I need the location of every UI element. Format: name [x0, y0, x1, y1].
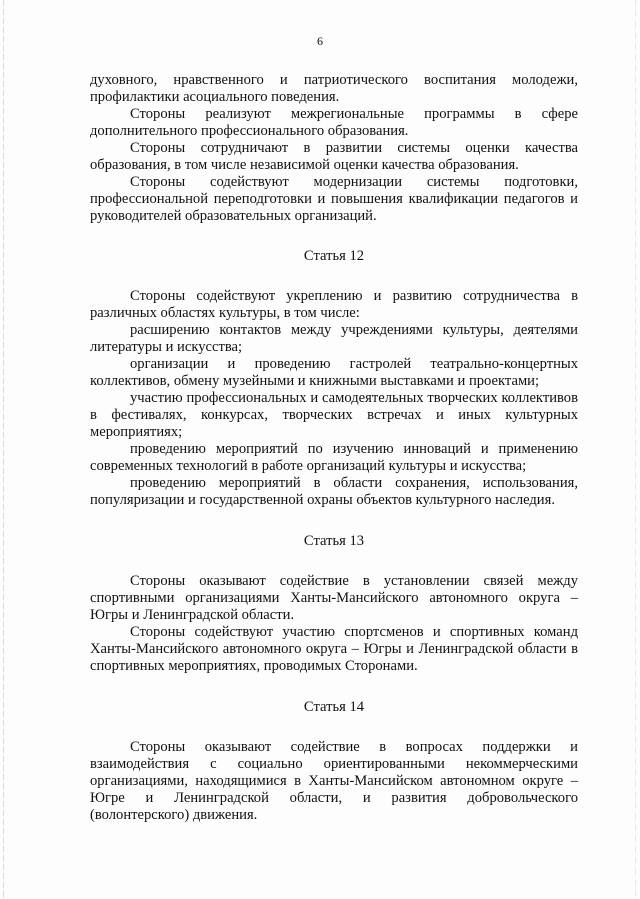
paragraph: духовного, нравственного и патриотического воспитания молодежи, профилактики асоциального поведения.	[90, 72, 578, 105]
paragraph: Стороны оказывают содействие в установлении связей между спортивными организациями Ханты-Мансийского автономного округа – Югры и Ленинградской области.	[90, 573, 578, 623]
article-heading-12: Статья 12	[303, 248, 365, 264]
article-heading-14: Статья 14	[303, 699, 365, 715]
paragraph: проведению мероприятий по изучению инноваций и применению современных технологий в работе организаций культуры и искусства;	[90, 441, 578, 474]
page-number: 6	[317, 34, 323, 48]
paragraph: участию профессиональных и самодеятельных творческих коллективов в фестивалях, конкурсах, творческих встречах и иных культурных мероприятиях;	[90, 390, 578, 440]
paragraph: Стороны содействуют модернизации системы подготовки, профессиональной переподготовки и повышения квалификации педагогов и руководителей образовательных организаций.	[90, 174, 578, 224]
paragraph: организации и проведению гастролей театрально-концертных коллективов, обмену музейными и книжными выставками и проектами;	[90, 356, 578, 389]
document-body	[90, 72, 578, 824]
paragraph: Стороны сотрудничают в развитии системы оценки качества образования, в том числе независимой оценки качества образования.	[90, 140, 578, 173]
paragraph: Стороны оказывают содействие в вопросах поддержки и взаимодействия с социально ориентированными некоммерческими организациями, находящимися в Ханты-Мансийском автономном округе – Югре и Ленинградской области, и развития добровольческого (волонтерского) движения.	[90, 739, 578, 823]
article-heading-13: Статья 13	[303, 533, 365, 549]
paragraph: Стороны содействуют укреплению и развитию сотрудничества в различных областях культуры, в том числе:	[90, 288, 578, 321]
paragraph: проведению мероприятий в области сохранения, использования, популяризации и государственной охраны объектов культурного наследия.	[90, 475, 578, 508]
scan-edge-left	[3, 0, 4, 899]
scan-edge-right	[635, 0, 636, 899]
paragraph: Стороны реализуют межрегиональные программы в сфере дополнительного профессионального образования.	[90, 106, 578, 139]
paragraph: расширению контактов между учреждениями культуры, деятелями литературы и искусства;	[90, 322, 578, 355]
paragraph: Стороны содействуют участию спортсменов и спортивных команд Ханты-Мансийского автономного округа – Югры и Ленинградской области в спортивных мероприятиях, проводимых Сторонами.	[90, 624, 578, 674]
